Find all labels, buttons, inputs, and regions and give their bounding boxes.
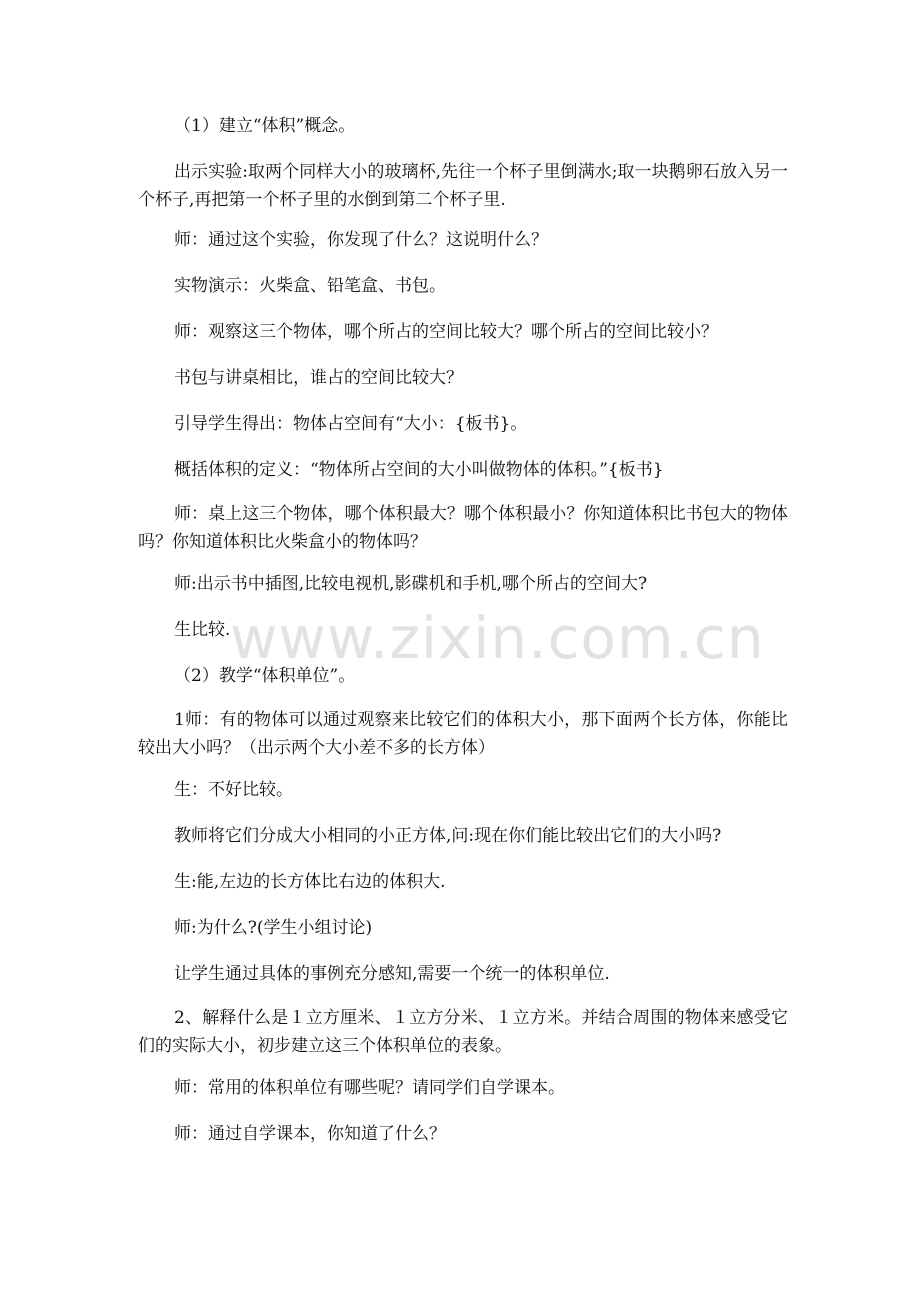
paragraph-student-left-larger: 生:能,左边的长方体比右边的体积大. bbox=[174, 872, 446, 892]
section-heading-volume-units: （2）教学“体积单位”。 bbox=[174, 666, 356, 686]
paragraph-teacher-what-learned: 师：通过自学课本，你知道了什么？ bbox=[174, 1124, 446, 1144]
paragraph-teacher-illustration: 师:出示书中插图,比较电视机,影碟机和手机,哪个所占的空间大? bbox=[174, 574, 648, 594]
paragraph-teacher-largest-smallest: 师：桌上这三个物体，哪个体积最大？哪个体积最小？你知道体积比书包大的物体吗？你知道体积比火柴盒小的物体吗？ bbox=[138, 504, 788, 552]
paragraph-guide-students: 引导学生得出：物体占空间有“大小：{板书}。 bbox=[174, 414, 528, 434]
paragraph-volume-definition: 概括体积的定义：“物体所占空间的大小叫做物体的体积。”{板书} bbox=[174, 460, 664, 480]
paragraph-demonstration: 实物演示：火柴盒、铅笔盒、书包。 bbox=[174, 276, 446, 296]
watermark-text: www.zixin.com.cn bbox=[230, 604, 765, 672]
paragraph-bag-desk: 书包与讲桌相比，谁占的空间比较大？ bbox=[174, 368, 463, 388]
paragraph-teacher-divide-cubes: 教师将它们分成大小相同的小正方体,问:现在你们能比较出它们的大小吗? bbox=[174, 826, 722, 846]
paragraph-student-hard-compare: 生：不好比较。 bbox=[174, 780, 293, 800]
paragraph-teacher-question-experiment: 师：通过这个实验，你发现了什么？这说明什么？ bbox=[174, 230, 548, 250]
paragraph-teacher-cuboids: 1师：有的物体可以通过观察来比较它们的体积大小，那下面两个长方体，你能比较出大小吗？（出示两个大小差不多的长方体） bbox=[138, 710, 788, 758]
paragraph-teacher-common-units: 师：常用的体积单位有哪些呢？请同学们自学课本。 bbox=[174, 1078, 565, 1098]
section-heading-volume-concept: （1）建立“体积”概念。 bbox=[174, 116, 356, 136]
paragraph-teacher-observe: 师：观察这三个物体，哪个所占的空间比较大？哪个所占的空间比较小？ bbox=[174, 322, 718, 342]
paragraph-explain-units: 2、解释什么是１立方厘米、１立方分米、１立方米。并结合周围的物体来感受它们的实际大小，初步建立这三个体积单位的表象。 bbox=[138, 1008, 788, 1056]
paragraph-unified-unit: 让学生通过具体的事例充分感知,需要一个统一的体积单位. bbox=[174, 964, 610, 984]
paragraph-experiment: 出示实验:取两个同样大小的玻璃杯,先往一个杯子里倒满水;取一块鹅卵石放入另一个杯子,再把第一个杯子里的水倒到第二个杯子里. bbox=[138, 162, 788, 210]
paragraph-teacher-why: 师:为什么?(学生小组讨论) bbox=[174, 918, 373, 938]
paragraph-students-compare: 生比较. bbox=[174, 620, 231, 640]
